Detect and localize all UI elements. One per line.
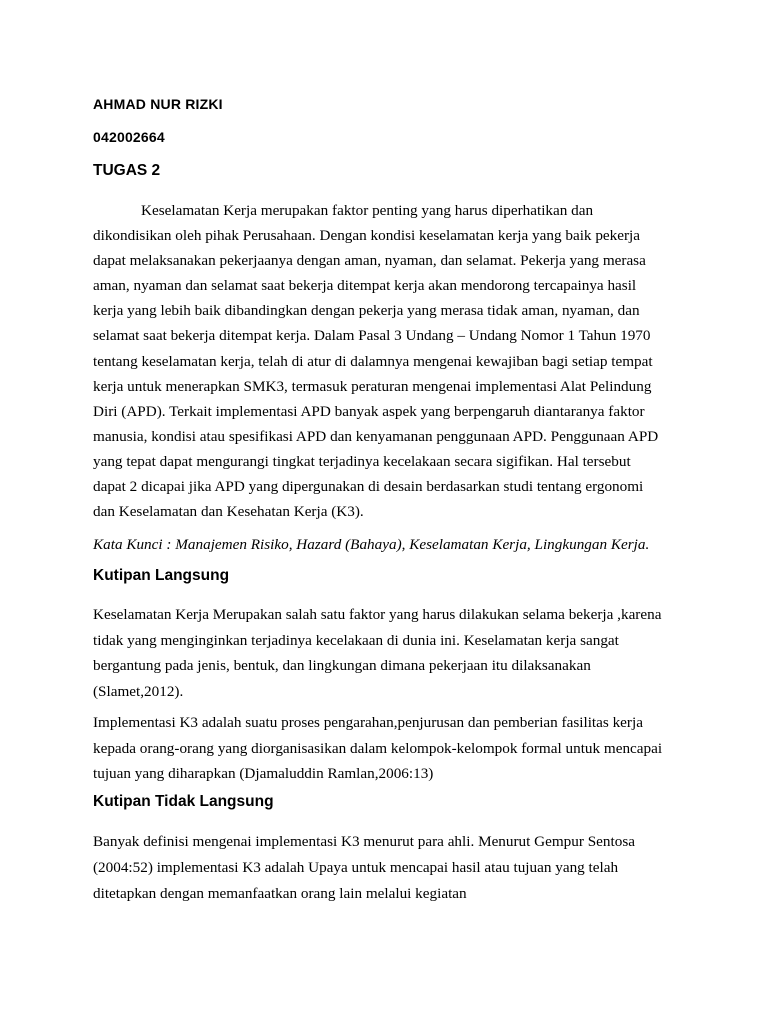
direct-quote-paragraph-2: Implementasi K3 adalah suatu proses pengarahan,penjurusan dan pemberian fasilitas kerja kepada orang-orang yang diorganisasikan dalam kelompok-kelompok formal untuk mencapai tujuan yang diharapkan (Djamaluddin Ramlan,2006:13) xyxy=(93,714,663,783)
author-id: 042002664 xyxy=(93,129,165,145)
keywords-line: Kata Kunci : Manajemen Risiko, Hazard (Bahaya), Keselamatan Kerja, Lingkungan Kerja. xyxy=(93,536,650,553)
author-name: AHMAD NUR RIZKI xyxy=(93,96,223,112)
heading-kutipan-langsung: Kutipan Langsung xyxy=(93,567,230,584)
assignment-title: TUGAS 2 xyxy=(93,162,161,179)
direct-quote-paragraph-1: Keselamatan Kerja Merupakan salah satu faktor yang harus dilakukan selama bekerja ,karena tidak yang menginginkan terjadinya kecelakaan di dunia ini. Keselamatan kerja sangat bergantung pada jenis, bentuk, dan lingkungan dimana pekerjaan itu dilaksanakan (Slamet,2012). xyxy=(93,606,662,700)
heading-kutipan-tidak-langsung: Kutipan Tidak Langsung xyxy=(93,793,274,810)
indirect-quote-paragraph-1: Banyak definisi mengenai implementasi K3 menurut para ahli. Menurut Gempur Sentosa (2004:52) implementasi K3 adalah Upaya untuk mencapai hasil atau tujuan yang telah ditetapkan dengan memanfaatkan orang lain melalui kegiatan xyxy=(93,833,635,902)
intro-paragraph: Keselamatan Kerja merupakan faktor penting yang harus diperhatikan dan dikondisikan oleh pihak Perusahaan. Dengan kondisi keselamatan kerja yang baik pekerja dapat melaksanakan pekerjaanya dengan aman, nyaman, dan selamat. Pekerja yang merasa aman, nyaman dan selamat saat bekerja ditempat kerja akan mendorong tercapainya hasil kerja yang lebih baik dibandingkan dengan pekerja yang merasa tidak aman, nyaman, dan selamat saat bekerja ditempat kerja. Dalam Pasal 3 Undang – Undang Nomor 1 Tahun 1970 tentang keselamatan kerja, telah di atur di dalamnya mengenai kewajiban bagi setiap tempat kerja untuk menerapkan SMK3, termasuk peraturan mengenai implementasi Alat Pelindung Diri (APD). Terkait implementasi APD banyak aspek yang berpengaruh diantaranya faktor manusia, kondisi atau spesifikasi APD dan kenyamanan penggunaan APD. Penggunaan APD yang tepat dapat mengurangi tingkat terjadinya kecelakaan secara sigifikan. Hal tersebut dapat 2 dicapai jika APD yang dipergunakan di desain berdasarkan studi tentang ergonomi dan Keselamatan dan Kesehatan Kerja (K3). xyxy=(93,202,659,521)
